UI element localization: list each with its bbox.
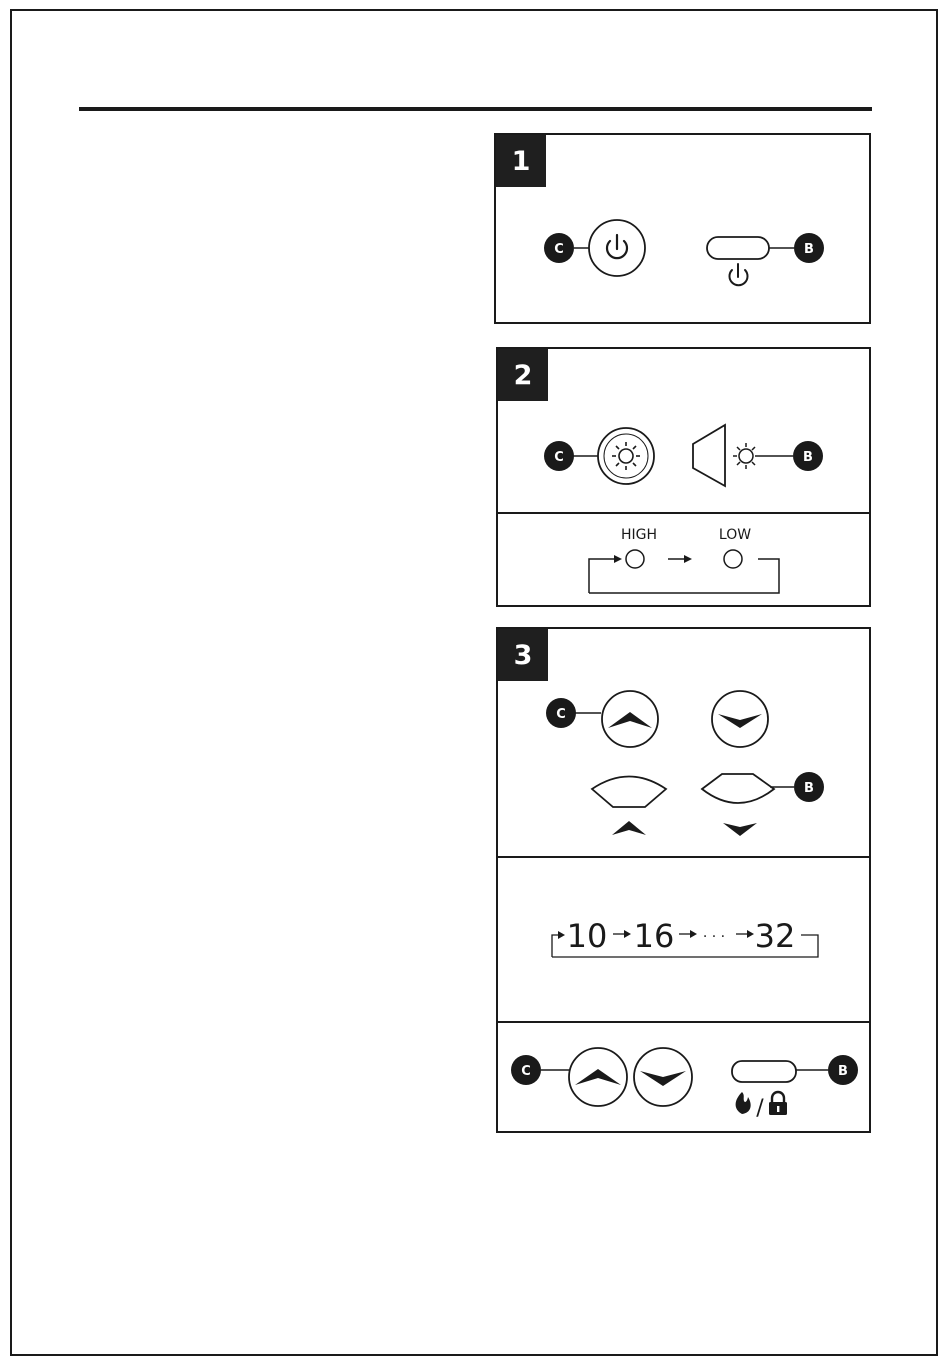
step-2-diagram [498,349,873,609]
header-rule [79,107,872,111]
callout-c-label: C [554,242,564,257]
flame-lock-separator: / [756,1096,764,1121]
panel-up-key[interactable] [592,777,666,836]
step-2-panel [496,347,871,607]
step-1-panel [494,133,871,324]
level-high-label: HIGH [620,527,658,543]
level-low-indicator [724,550,742,568]
callout-c-label: C [554,450,564,465]
power-icon [730,264,748,285]
remote-up-button[interactable] [602,691,658,747]
sequence-ellipsis: · · · [702,929,726,945]
panel-power-key[interactable] [707,237,769,259]
sequence-value-32: 32 [754,917,796,955]
panel-down-key[interactable] [702,774,774,836]
remote-down-button[interactable] [634,1048,692,1106]
step-1-badge: 1 [496,135,546,187]
lamp-sun-icon [733,443,759,469]
sequence-value-10: 10 [566,917,608,955]
level-high-indicator [626,550,644,568]
flame-icon [736,1092,751,1114]
remote-up-button[interactable] [569,1048,627,1106]
step-3-panel [496,627,871,1133]
chevron-down-icon [723,823,757,836]
panel-flame-lock-key[interactable] [732,1061,796,1082]
chevron-up-icon [612,821,646,835]
step-3-badge: 3 [498,629,548,681]
step-1-diagram [496,135,873,326]
sequence-value-16: 16 [633,917,675,955]
callout-c-label: C [556,707,566,722]
step-3-diagram [498,629,873,1135]
callout-b-label: B [803,450,813,465]
remote-light-button[interactable] [598,428,654,484]
callout-b-label: B [804,242,814,257]
callout-b-label: B [838,1064,848,1079]
callout-b-label: B [804,781,814,796]
lock-icon [769,1092,787,1115]
cycle-arrows [589,559,779,593]
level-low-label: LOW [718,527,752,543]
panel-light-key[interactable] [693,425,725,486]
remote-power-button[interactable] [589,220,645,276]
step-2-badge: 2 [498,349,548,401]
remote-down-button[interactable] [712,691,768,747]
callout-c-label: C [521,1064,531,1079]
